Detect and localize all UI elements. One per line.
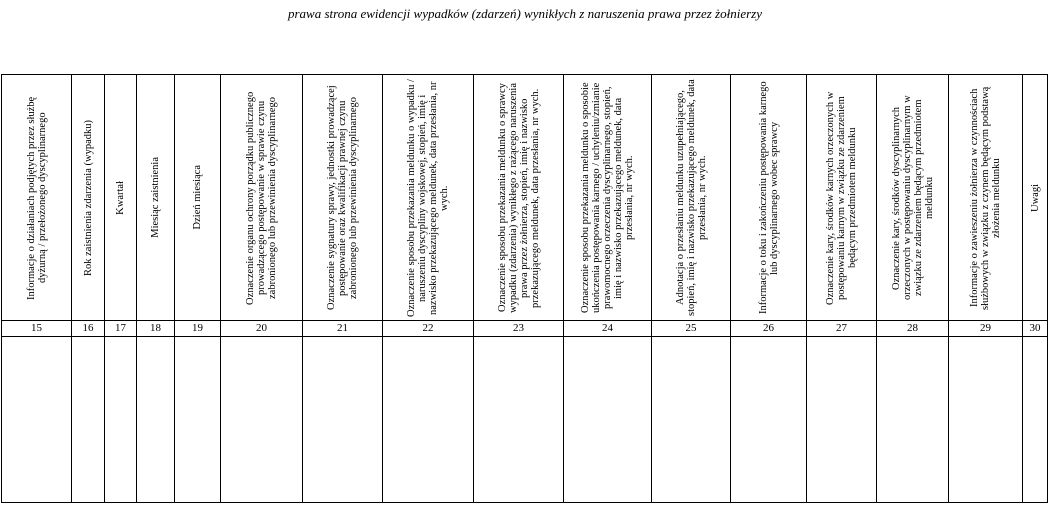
column-number: 28 (877, 321, 949, 337)
column-header-27: Oznaczenie kary, środków karnych orzeczonych w postępowaniu karnym w związku ze zdarzeniem będącym przedmiotem meldunku (807, 75, 877, 321)
entry-cell[interactable] (137, 337, 175, 503)
entry-row (2, 337, 1048, 503)
column-header-18: Miesiąc zaistnienia (137, 75, 175, 321)
entry-cell[interactable] (474, 337, 564, 503)
column-header-24: Oznaczenie sposobu przekazania meldunku o sposobie ukończenia postępowania karnego / uchyleniu/zmianie prawomocnego orzeczenia dyscyplinarnego, stopień, imię i nazwisko przekazującego meldunek, data przesłania, nr wych. (564, 75, 652, 321)
column-number: 16 (72, 321, 105, 337)
column-header-28: Oznaczenie kary, środków dyscyplinarnych orzeczonych w postępowaniu dyscyplinarnym w związku ze zdarzeniem będącym przedmiotem meldunku (877, 75, 949, 321)
column-header-30: Uwagi (1023, 75, 1048, 321)
entry-cell[interactable] (383, 337, 474, 503)
column-header-25: Adnotacja o przesłaniu meldunku uzupełniającego, stopień, imię i nazwisko przekazującego meldunek, data przesłania, nr wych. (652, 75, 731, 321)
column-header-26: Informacje o toku i zakończeniu postępowania karnego lub dyscyplinarnego wobec sprawcy (731, 75, 807, 321)
column-number-row (2, 321, 1048, 337)
column-number: 15 (2, 321, 72, 337)
column-header-20: Oznaczenie organu ochrony porządku publicznego prowadzącego postępowanie w sprawie czynu zabronionego lub przewinienia dyscyplinarnego (221, 75, 303, 321)
column-number: 19 (175, 321, 221, 337)
column-number: 24 (564, 321, 652, 337)
column-number: 26 (731, 321, 807, 337)
column-header-15: Informacje o działaniach podjętych przez służbę dyżurną / przełożonego dyscyplinarnego (2, 75, 72, 321)
register-table (1, 74, 1048, 503)
column-header-23: Oznaczenie sposobu przekazania meldunku o sprawcy wypadku (zdarzenia) wynikłego z rażącego naruszenia prawa przez żołnierza, stopień, imię i nazwisko przekazującego meldunek, data przesłania, nr wych. (474, 75, 564, 321)
page-title: prawa strona ewidencji wypadków (zdarzeń) wynikłych z naruszenia prawa przez żołnierzy (288, 6, 762, 21)
header-row (2, 75, 1048, 321)
column-number: 30 (1023, 321, 1048, 337)
column-number: 27 (807, 321, 877, 337)
column-header-22: Oznaczenie sposobu przekazania meldunku o wypadku / naruszeniu dyscypliny wojskowej, stopień, imię i nazwisko przekazującego meldunek, data przesłania, nr wych. (383, 75, 474, 321)
entry-cell[interactable] (564, 337, 652, 503)
entry-cell[interactable] (72, 337, 105, 503)
column-number: 21 (303, 321, 383, 337)
entry-cell[interactable] (1023, 337, 1048, 503)
entry-cell[interactable] (221, 337, 303, 503)
column-number: 18 (137, 321, 175, 337)
entry-cell[interactable] (2, 337, 72, 503)
column-header-29: Informacje o zawieszeniu żołnierza w czynnościach służbowych w związku z czynem będącym podstawą złożenia meldunku (949, 75, 1023, 321)
column-number: 23 (474, 321, 564, 337)
entry-cell[interactable] (731, 337, 807, 503)
entry-cell[interactable] (807, 337, 877, 503)
column-number: 29 (949, 321, 1023, 337)
entry-cell[interactable] (877, 337, 949, 503)
entry-cell[interactable] (105, 337, 137, 503)
entry-cell[interactable] (652, 337, 731, 503)
column-number: 17 (105, 321, 137, 337)
column-number: 20 (221, 321, 303, 337)
entry-cell[interactable] (303, 337, 383, 503)
column-header-19: Dzień miesiąca (175, 75, 221, 321)
column-header-21: Oznaczenie sygnatury sprawy, jednostki prowadzącej postępowanie oraz kwalifikacji prawnej czynu zabronionego lub przewinienia dyscyplinarnego (303, 75, 383, 321)
entry-cell[interactable] (949, 337, 1023, 503)
column-header-17: Kwartał (105, 75, 137, 321)
entry-cell[interactable] (175, 337, 221, 503)
column-header-16: Rok zaistnienia zdarzenia (wypadku) (72, 75, 105, 321)
column-number: 25 (652, 321, 731, 337)
column-number: 22 (383, 321, 474, 337)
